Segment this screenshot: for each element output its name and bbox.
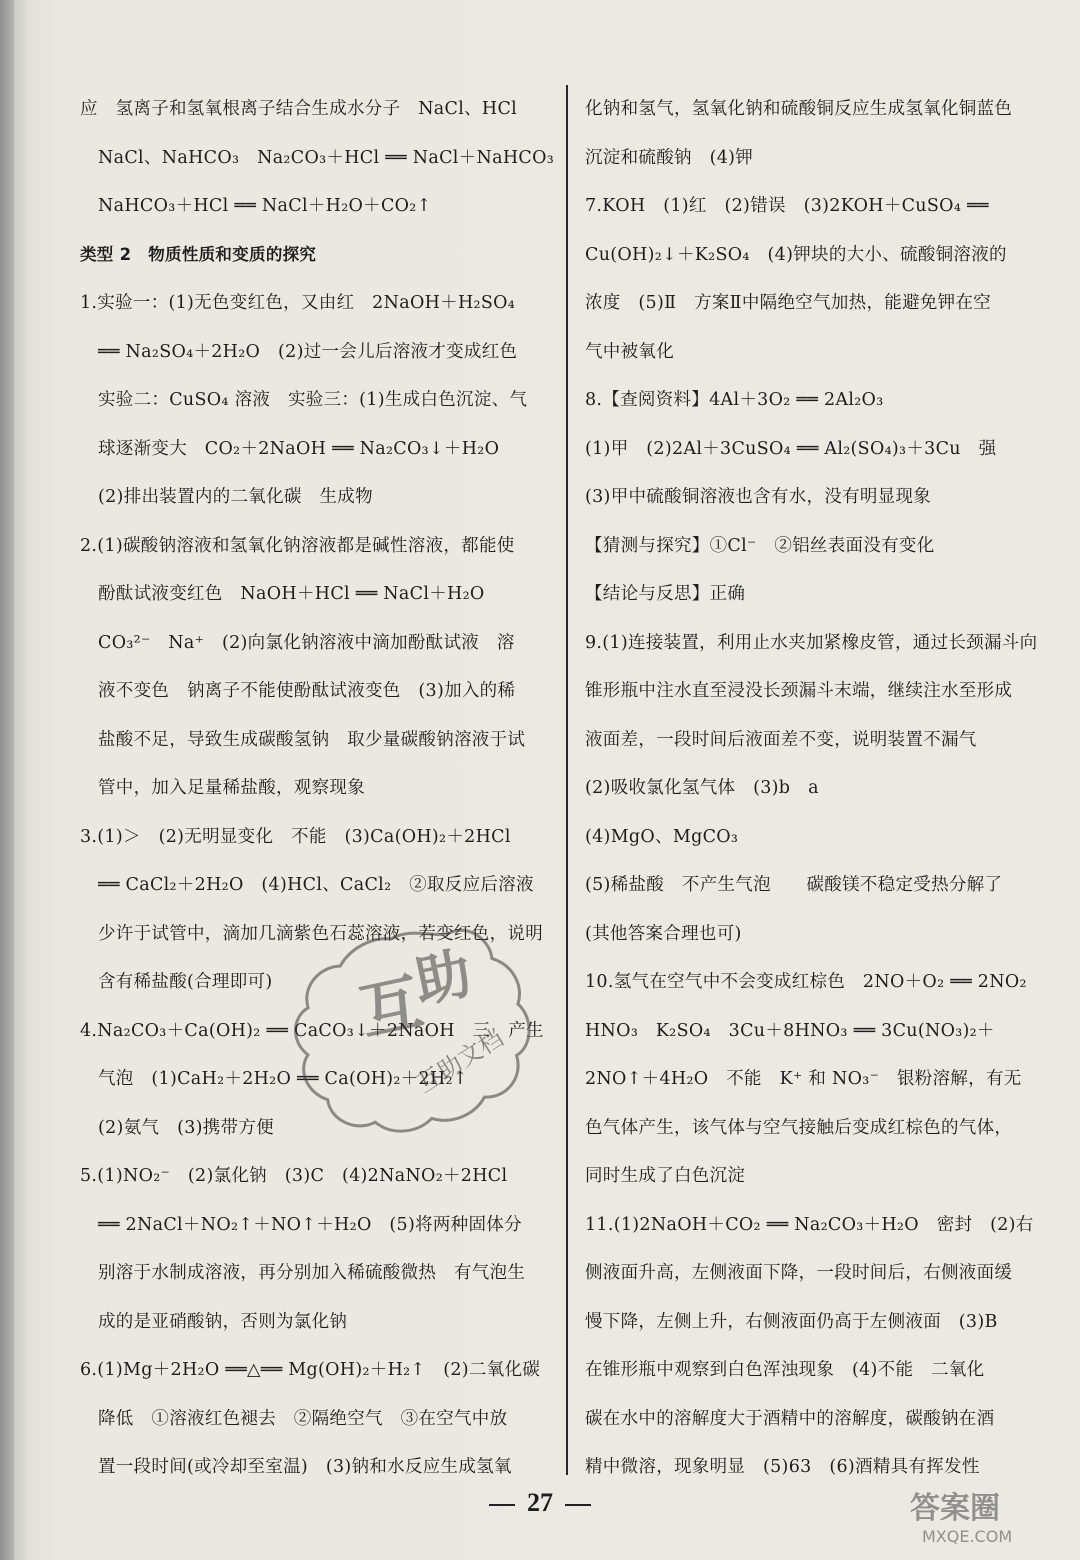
left-text-line: 置一段时间(或冷却至室温) (3)钠和水反应生成氢氧	[98, 1457, 512, 1477]
left-text-line: NaCl、NaHCO₃ Na₂CO₃＋HCl ══ NaCl＋NaHCO₃	[98, 147, 555, 168]
right-text-line: (3)甲中硫酸铜溶液也含有水，没有明显现象	[585, 487, 932, 507]
right-text-line: (其他答案合理也可)	[585, 923, 742, 944]
left-text-line: ══ 2NaCl＋NO₂↑＋NO↑＋H₂O (5)将两种固体分	[98, 1214, 522, 1235]
left-text-line: ══ Na₂SO₄＋2H₂O (2)过一会儿后溶液才变成红色	[98, 341, 518, 362]
right-text-line: 10.氢气在空气中不会变成红棕色 2NO＋O₂ ══ 2NO₂	[585, 972, 1027, 992]
right-text-line: 2NO↑＋4H₂O 不能 K⁺ 和 NO₃⁻ 银粉溶解，有无	[585, 1069, 1022, 1089]
left-text-line: 5.(1)NO₂⁻ (2)氯化钠 (3)C (4)2NaNO₂＋2HCl	[80, 1166, 508, 1186]
left-text-line: 1.实验一：(1)无色变红色，又由红 2NaOH＋H₂SO₄	[80, 293, 516, 313]
left-text-line: 盐酸不足，导致生成碳酸氢钠 取少量碳酸钠溶液于试	[98, 729, 526, 750]
left-text-line: 含有稀盐酸(合理即可)	[98, 972, 273, 992]
column-divider	[566, 85, 568, 1475]
right-text-line: 化钠和氢气，氢氧化钠和硫酸铜反应生成氢氧化铜蓝色	[585, 99, 1013, 119]
left-text-line: 气泡 (1)CaH₂＋2H₂O ══ Ca(OH)₂＋2H₂↑	[98, 1069, 468, 1089]
left-text-line: 3.(1)＞ (2)无明显变化 不能 (3)Ca(OH)₂＋2HCl	[80, 826, 511, 847]
right-text-line: 同时生成了白色沉淀	[585, 1166, 746, 1186]
left-text-line: 应 氢离子和氢氧根离子结合生成水分子 NaCl、HCl	[80, 99, 518, 119]
right-text-line: 气中被氧化	[585, 341, 674, 362]
page-number-text: 27	[527, 1488, 553, 1517]
left-text-line: (2)氨气 (3)携带方便	[98, 1117, 274, 1138]
left-text-line: 成的是亚硝酸钠，否则为氯化钠	[98, 1311, 348, 1332]
book-spine-shadow	[0, 0, 14, 1560]
left-text-line: 少许于试管中，滴加几滴紫色石蕊溶液，若变红色，说明	[98, 923, 543, 944]
right-text-line: 侧液面升高，左侧液面下降，一段时间后，右侧液面缓	[585, 1263, 1013, 1283]
left-text-line: 球逐渐变大 CO₂＋2NaOH ══ Na₂CO₃↓＋H₂O	[98, 438, 500, 459]
left-text-line: 类型 2 物质性质和变质的探究	[80, 244, 317, 264]
right-text-line: (2)吸收氯化氢气体 (3)b a	[585, 778, 819, 798]
right-text-line: (4)MgO、MgCO₃	[585, 826, 739, 847]
right-text-line: 9.(1)连接装置，利用止水夹加紧橡皮管，通过长颈漏斗向	[585, 632, 1038, 653]
right-text-line: HNO₃ K₂SO₄ 3Cu＋8HNO₃ ══ 3Cu(NO₃)₂＋	[585, 1020, 995, 1041]
svg-text:互助文档: 互助文档	[412, 1023, 509, 1099]
right-text-line: 【结论与反思】正确	[585, 584, 746, 604]
right-text-line: 碳在水中的溶解度大于酒精中的溶解度，碳酸钠在酒	[585, 1408, 995, 1429]
right-text-line: 液面差，一段时间后液面差不变，说明装置不漏气	[585, 729, 977, 750]
right-text-line: 色气体产生，该气体与空气接触后变成红棕色的气体，	[585, 1117, 1013, 1138]
left-text-line: ══ CaCl₂＋2H₂O (4)HCl、CaCl₂ ②取反应后溶液	[98, 875, 534, 895]
right-column	[585, 85, 1038, 1492]
left-text-line: 酚酞试液变红色 NaOH＋HCl ══ NaCl＋H₂O	[98, 584, 485, 604]
right-text-line: 锥形瓶中注水直至浸没长颈漏斗末端，继续注水至形成	[585, 681, 1013, 701]
right-text-line: 7.KOH (1)红 (2)错误 (3)2KOH＋CuSO₄ ══	[585, 196, 989, 216]
right-text-line: 11.(1)2NaOH＋CO₂ ══ Na₂CO₃＋H₂O 密封 (2)右	[585, 1214, 1034, 1235]
right-text-line: 【猜测与探究】①Cl⁻ ②铝丝表面没有变化	[585, 535, 935, 556]
left-text-line: 液不变色 钠离子不能使酚酞试液变色 (3)加入的稀	[98, 681, 516, 701]
watermark-logo	[900, 1480, 1060, 1550]
right-text-line: Cu(OH)₂↓＋K₂SO₄ (4)钾块的大小、硫酸铜溶液的	[585, 244, 1007, 265]
svg-text:互: 互	[352, 964, 429, 1050]
right-text-line: 慢下降，左侧上升，右侧液面仍高于左侧液面 (3)B	[585, 1311, 998, 1332]
left-text-line: 4.Na₂CO₃＋Ca(OH)₂ ══ CaCO₃↓＋2NaOH 三 产生	[80, 1020, 544, 1041]
right-text-line: 在锥形瓶中观察到白色浑浊现象 (4)不能 二氧化	[585, 1360, 985, 1380]
svg-text:助: 助	[408, 940, 478, 1017]
right-text-line: 沉淀和硫酸钠 (4)钾	[585, 147, 754, 168]
svg-text:MXQE.COM: MXQE.COM	[922, 1527, 1013, 1546]
left-column	[80, 85, 555, 1492]
right-text-line: (1)甲 (2)2Al＋3CuSO₄ ══ Al₂(SO₄)₃＋3Cu 强	[585, 438, 997, 459]
left-text-line: 降低 ①溶液红色褪去 ②隔绝空气 ③在空气中放	[98, 1408, 508, 1429]
left-text-line: 管中，加入足量稀盐酸，观察现象	[98, 778, 365, 798]
left-text-line: 6.(1)Mg＋2H₂O ══△══ Mg(OH)₂＋H₂↑ (2)二氧化碳	[80, 1360, 541, 1380]
left-text-line: 2.(1)碳酸钠溶液和氢氧化钠溶液都是碱性溶液，都能使	[80, 535, 515, 556]
left-text-line: (2)排出装置内的二氧化碳 生成物	[98, 487, 373, 507]
left-text-line: 别溶于水制成溶液，再分别加入稀硫酸微热 有气泡生	[98, 1263, 526, 1283]
svg-text:答案圈: 答案圈	[910, 1491, 1000, 1526]
left-text-line: CO₃²⁻ Na⁺ (2)向氯化钠溶液中滴加酚酞试液 溶	[98, 632, 515, 653]
right-text-line: 精中微溶，现象明显 (5)63 (6)酒精具有挥发性	[585, 1457, 980, 1477]
left-text-line: NaHCO₃＋HCl ══ NaCl＋H₂O＋CO₂↑	[98, 196, 432, 216]
right-text-line: 浓度 (5)Ⅱ 方案Ⅱ中隔绝空气加热，能避免钾在空	[585, 293, 992, 313]
page-number	[470, 1488, 610, 1518]
left-text-line: 实验二：CuSO₄ 溶液 实验三：(1)生成白色沉淀、气	[98, 390, 528, 410]
right-text-line: 8.【查阅资料】4Al＋3O₂ ══ 2Al₂O₃	[585, 390, 884, 410]
right-text-line: (5)稀盐酸 不产生气泡 碳酸镁不稳定受热分解了	[585, 875, 1003, 895]
